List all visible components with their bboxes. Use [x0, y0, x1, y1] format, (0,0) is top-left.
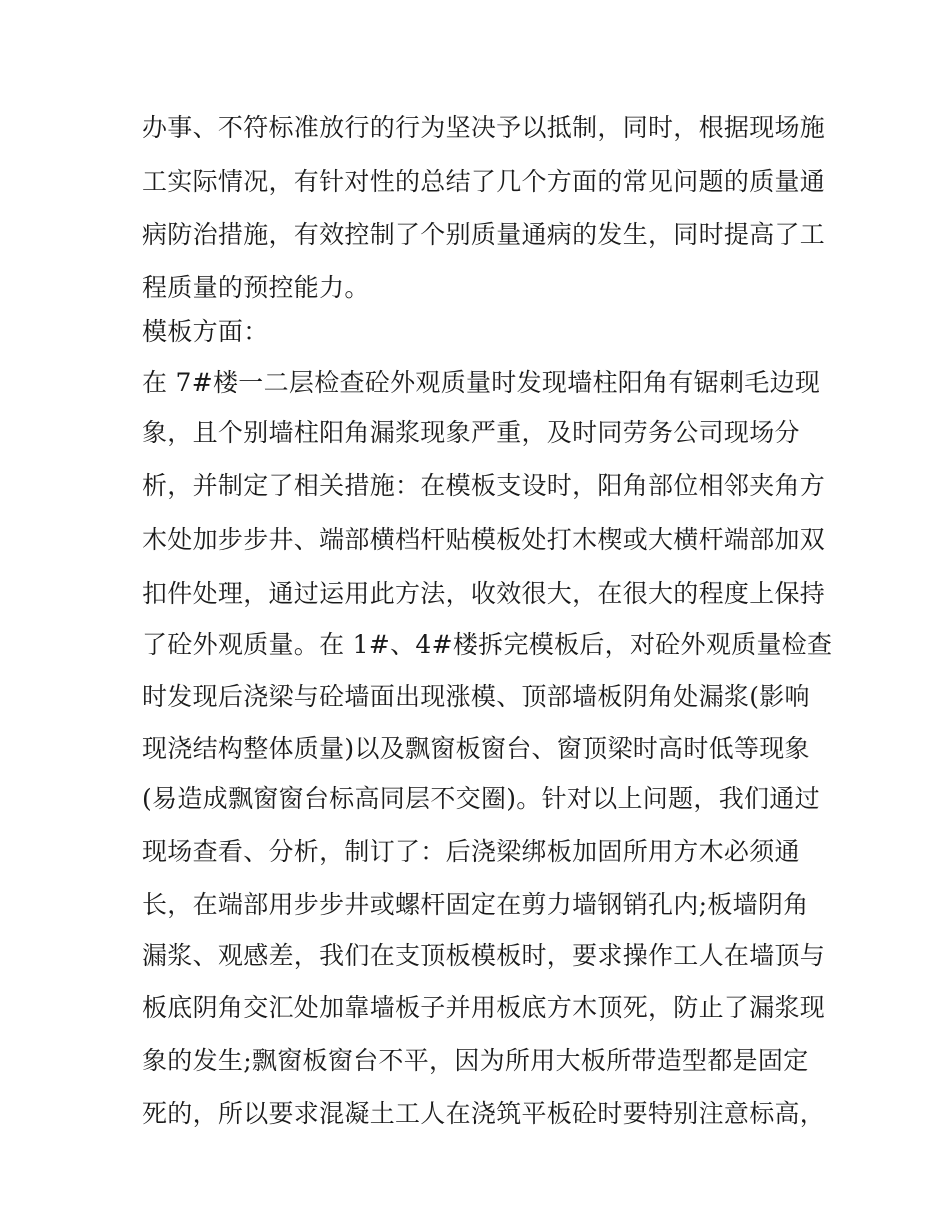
- text-line: 工实际情况，有针对性的总结了几个方面的常见问题的质量通: [142, 167, 826, 196]
- text-line: 长，在端部用步步井或螺杆固定在剪力墙钢销孔内;板墙阴角: [142, 890, 809, 919]
- text-line: (易造成飘窗窗台标高同层不交圈)。针对以上问题，我们通过: [142, 784, 820, 813]
- text-line: 木处加步步井、端部横档杆贴模板处打木楔或大横杆端部加双: [142, 525, 826, 554]
- text-line: 现场查看、分析，制订了：后浇梁绑板加固所用方木必须通: [142, 837, 800, 866]
- text-line: 象，且个别墙柱阳角漏浆现象严重，及时同劳务公司现场分: [142, 418, 800, 447]
- text-line: 了砼外观质量。在 1#、4#楼拆完模板后，对砼外观质量检查: [142, 630, 833, 659]
- text-line: 时发现后浇梁与砼墙面出现涨模、顶部墙板阴角处漏浆(影响: [142, 682, 810, 711]
- section-heading: 模板方面：: [142, 317, 269, 346]
- text-line: 扣件处理，通过运用此方法，收效很大，在很大的程度上保持: [142, 579, 826, 608]
- text-line: 在 7#楼一二层检查砼外观质量时发现墙柱阳角有锯刺毛边现: [142, 368, 821, 397]
- text-line: 现浇结构整体质量)以及飘窗板窗台、窗顶梁时高时低等现象: [142, 734, 810, 763]
- text-line: 板底阴角交汇处加靠墙板子并用板底方木顶死，防止了漏浆现: [142, 993, 826, 1022]
- text-line: 析，并制定了相关措施：在模板支设时，阳角部位相邻夹角方: [142, 471, 826, 500]
- text-line: 程质量的预控能力。: [142, 273, 370, 302]
- text-line: 漏浆、观感差，我们在支顶板模板时，要求操作工人在墙顶与: [142, 941, 826, 970]
- text-line: 象的发生;飘窗板窗台不平，因为所用大板所带造型都是固定: [142, 1046, 809, 1075]
- text-line: 死的，所以要求混凝土工人在浇筑平板砼时要特别注意标高，: [142, 1099, 826, 1128]
- text-line: 病防治措施，有效控制了个别质量通病的发生，同时提高了工: [142, 220, 826, 249]
- text-line: 办事、不符标准放行的行为坚决予以抵制，同时，根据现场施: [142, 113, 826, 142]
